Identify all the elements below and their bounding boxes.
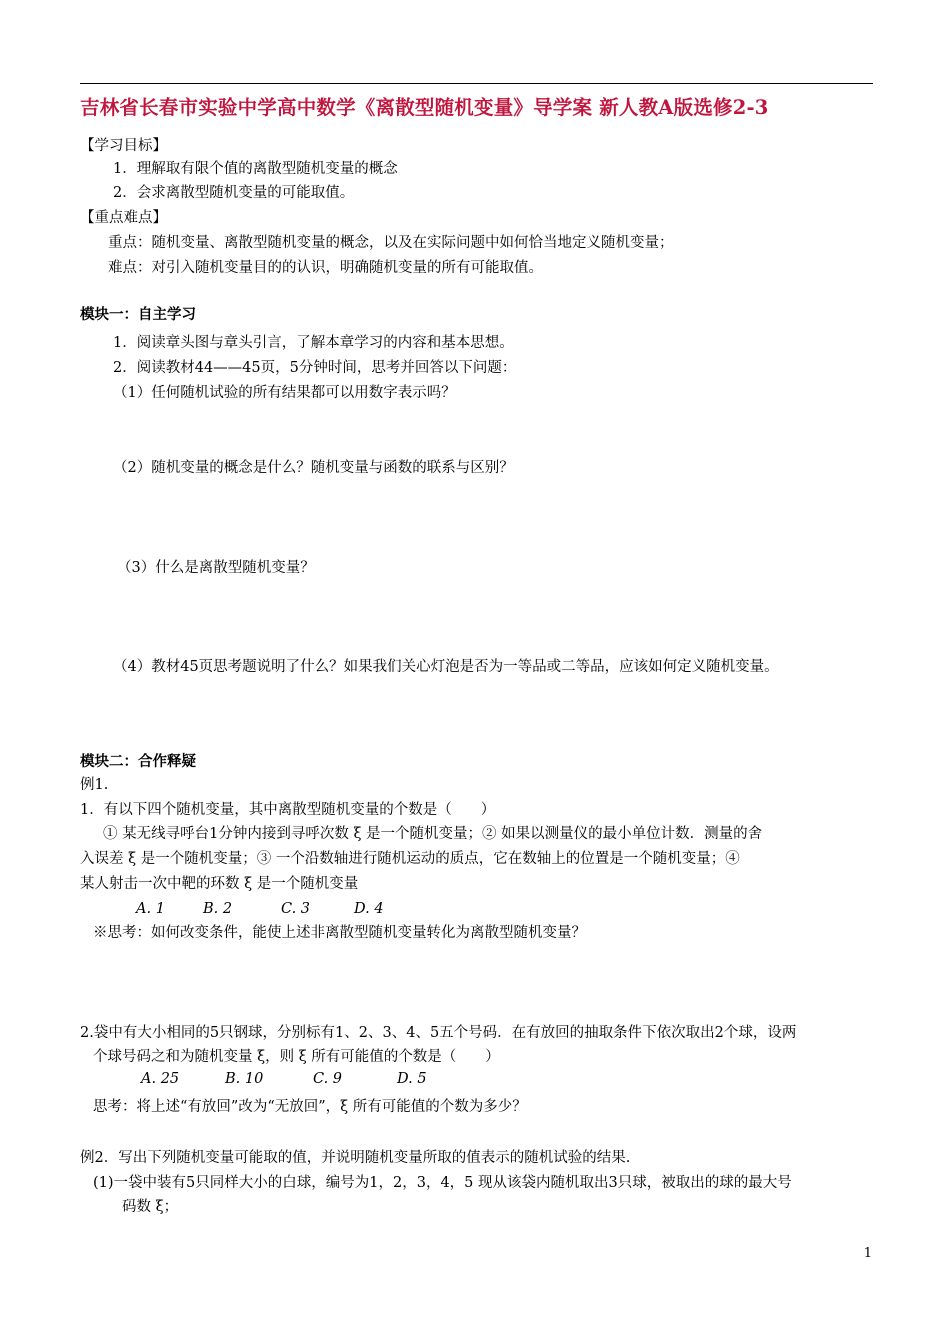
module1-question: （4）教材45页思考题说明了什么？如果我们关心灯泡是否为一等品或二等品，应该如何定义随机变量。 — [113, 659, 779, 675]
question1-stem: 1．有以下四个随机变量，其中离散型随机变量的个数是（ ） — [80, 802, 496, 818]
example2-part1: 码数 ξ； — [122, 1199, 179, 1215]
module1-question: （3）什么是离散型随机变量？ — [117, 560, 315, 576]
module1-step: 1．阅读章头图与章头引言，了解本章学习的内容和基本思想。 — [113, 335, 514, 351]
key-point-item: 重点：随机变量、离散型随机变量的概念，以及在实际问题中如何恰当地定义随机变量； — [108, 235, 674, 251]
option-b: B. 2 — [203, 901, 233, 917]
goals-heading: 【学习目标】 — [80, 138, 167, 154]
document-title: 吉林省长春市实验中学高中数学《离散型随机变量》导学案 新人教A版选修2-3 — [80, 96, 769, 119]
page-number: 1 — [863, 1246, 872, 1261]
question1-options — [136, 899, 384, 919]
module2-heading: 模块二：合作释疑 — [80, 753, 196, 770]
example2-stem: 例2．写出下列随机变量可能取的值，并说明随机变量所取的值表示的随机试验的结果. — [80, 1150, 631, 1166]
option-a: A. 25 — [141, 1071, 180, 1087]
question2-stem: 个球号码之和为随机变量 ξ，则 ξ 所有可能值的个数是（ ） — [93, 1049, 500, 1065]
goal-item: 2．会求离散型随机变量的可能取值。 — [113, 185, 355, 201]
question1-body: ① 某无线寻呼台1分钟内接到寻呼次数 ξ 是一个随机变量；② 如果以测量仪的最小单位计数．测量的舍 — [103, 826, 763, 842]
question1-body: 入误差 ξ 是一个随机变量；③ 一个沿数轴进行随机运动的质点，它在数轴上的位置是一个随机变量；④ — [80, 851, 740, 867]
question2-options — [141, 1069, 427, 1089]
question2-think: 思考：将上述“有放回”改为“无放回”，ξ 所有可能值的个数为多少？ — [93, 1099, 527, 1115]
module1-step: 2．阅读教材44——45页，5分钟时间，思考并回答以下问题： — [113, 360, 517, 376]
module1-question: （2）随机变量的概念是什么？随机变量与函数的联系与区别？ — [113, 460, 514, 476]
option-a: A. 1 — [136, 901, 165, 917]
option-c: C. 9 — [313, 1071, 343, 1087]
goal-item: 1．理解取有限个值的离散型随机变量的概念 — [113, 161, 398, 177]
key-points-heading: 【重点难点】 — [80, 210, 167, 226]
option-b: B. 10 — [225, 1071, 264, 1087]
question2-stem: 2.袋中有大小相同的5只钢球，分别标有1、2、3、4、5五个号码．在有放回的抽取条件下依次取出2个球，设两 — [80, 1025, 797, 1041]
module1-question: （1）任何随机试验的所有结果都可以用数字表示吗？ — [113, 385, 456, 401]
module1-heading: 模块一：自主学习 — [80, 306, 196, 323]
top-rule — [80, 83, 873, 84]
option-d: D. 4 — [354, 901, 384, 917]
example1-label: 例1. — [80, 777, 109, 793]
question1-body: 某人射击一次中靶的环数 ξ 是一个随机变量 — [80, 876, 359, 892]
question1-think: ※思考：如何改变条件，能使上述非离散型随机变量转化为离散型随机变量？ — [93, 925, 586, 941]
option-d: D. 5 — [397, 1071, 427, 1087]
option-c: C. 3 — [281, 901, 311, 917]
example2-part1: (1)一袋中装有5只同样大小的白球，编号为1，2，3，4，5 现从该袋内随机取出3只球，被取出的球的最大号 — [93, 1175, 792, 1191]
key-point-item: 难点：对引入随机变量目的的认识，明确随机变量的所有可能取值。 — [108, 260, 543, 276]
